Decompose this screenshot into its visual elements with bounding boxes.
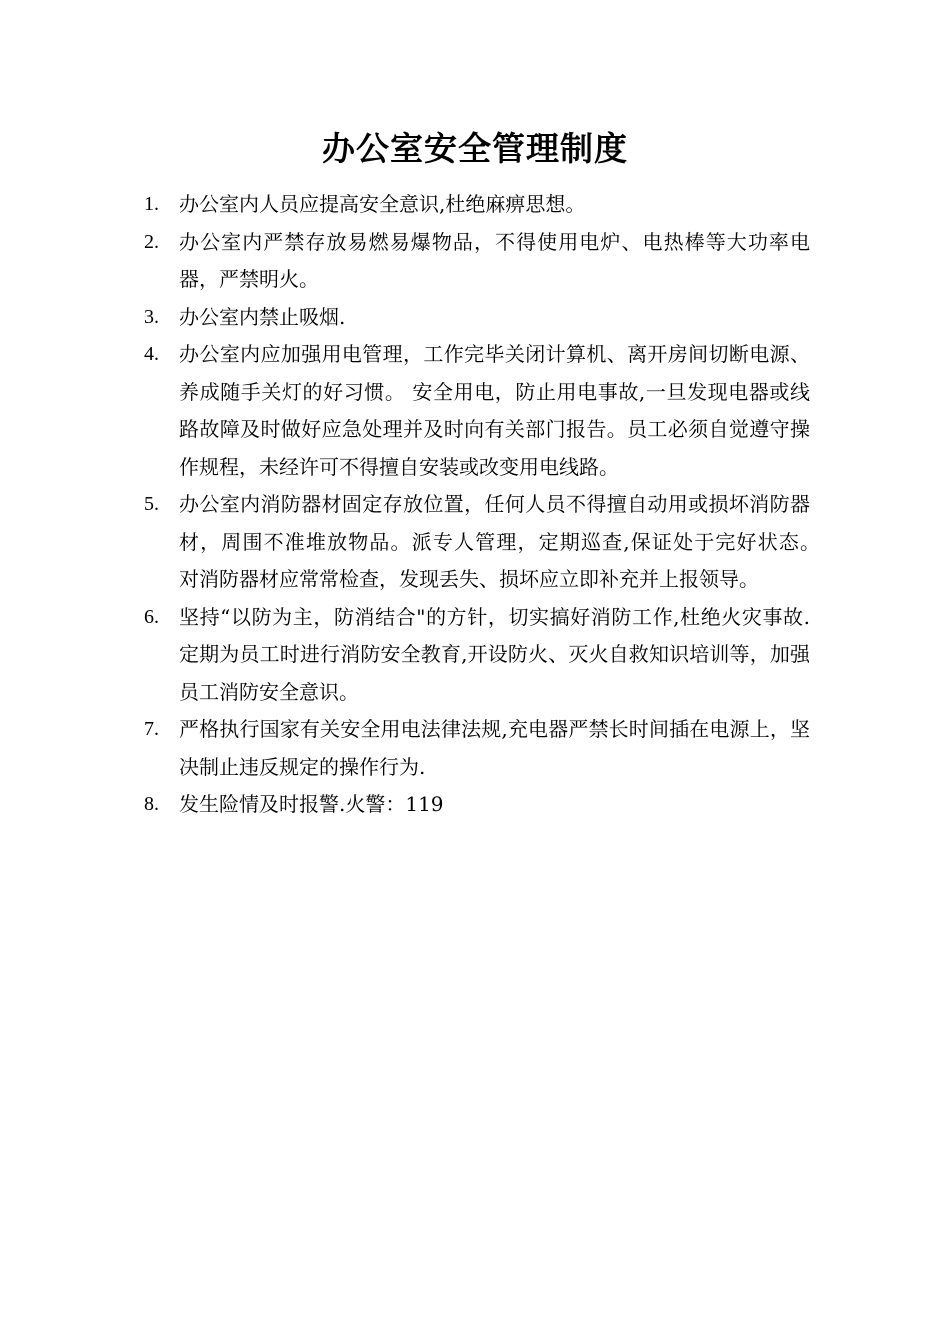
rule-text: 坚持“以防为主，防消结合"的方针，切实搞好消防工作,杜绝火灾事故.定期为员工时进行消防安全教育,开设防火、灭火自救知识培训等，加强员工消防安全意识。 — [179, 604, 810, 704]
rules-list — [144, 186, 830, 824]
rule-item — [144, 786, 810, 824]
rule-text: 严格执行国家有关安全用电法律法规,充电器严禁长时间插在电源上，坚决制止违反规定的操作行为. — [179, 717, 810, 779]
document-title: 办公室安全管理制度 — [322, 129, 628, 168]
rule-number: 4. — [144, 343, 159, 365]
rule-number: 7. — [144, 718, 159, 740]
rule-text: 办公室内严禁存放易燃易爆物品，不得使用电炉、电热棒等大功率电器，严禁明火。 — [179, 229, 810, 291]
rule-number: 1. — [144, 193, 159, 215]
rule-text: 办公室内人员应提高安全意识,杜绝麻痹思想。 — [179, 192, 586, 216]
rule-text: 发生险情及时报警.火警：119 — [179, 792, 444, 816]
rule-item — [144, 336, 810, 486]
rule-item — [144, 599, 810, 712]
rule-item — [144, 486, 830, 599]
rule-number: 3. — [144, 305, 159, 328]
rule-number: 6. — [144, 605, 159, 628]
rule-item — [144, 711, 810, 786]
rule-item — [144, 186, 810, 224]
rule-text: 办公室内禁止吸烟. — [179, 304, 346, 329]
rule-item — [144, 224, 810, 299]
rule-number: 5. — [144, 493, 159, 515]
rule-number: 2. — [144, 230, 159, 253]
rule-text: 办公室内应加强用电管理，工作完毕关闭计算机、离开房间切断电源、养成随手关灯的好习惯。 安全用电，防止用电事故,一旦发现电器或线路故障及时做好应急处理并及时向有关部门报告。员工必须自觉遵守操作规程，未经许可不得擅自安装或改变用电线路。 — [179, 342, 810, 479]
rule-number: 8. — [144, 793, 159, 815]
rule-item — [144, 299, 810, 337]
rule-text: 办公室内消防器材固定存放位置，任何人员不得擅自动用或损坏消防器材，周围不准堆放物品。派专人管理，定期巡查,保证处于完好状态。 对消防器材应常常检查，发现丢失、损坏应立即补充并上报领导。 — [179, 492, 830, 591]
